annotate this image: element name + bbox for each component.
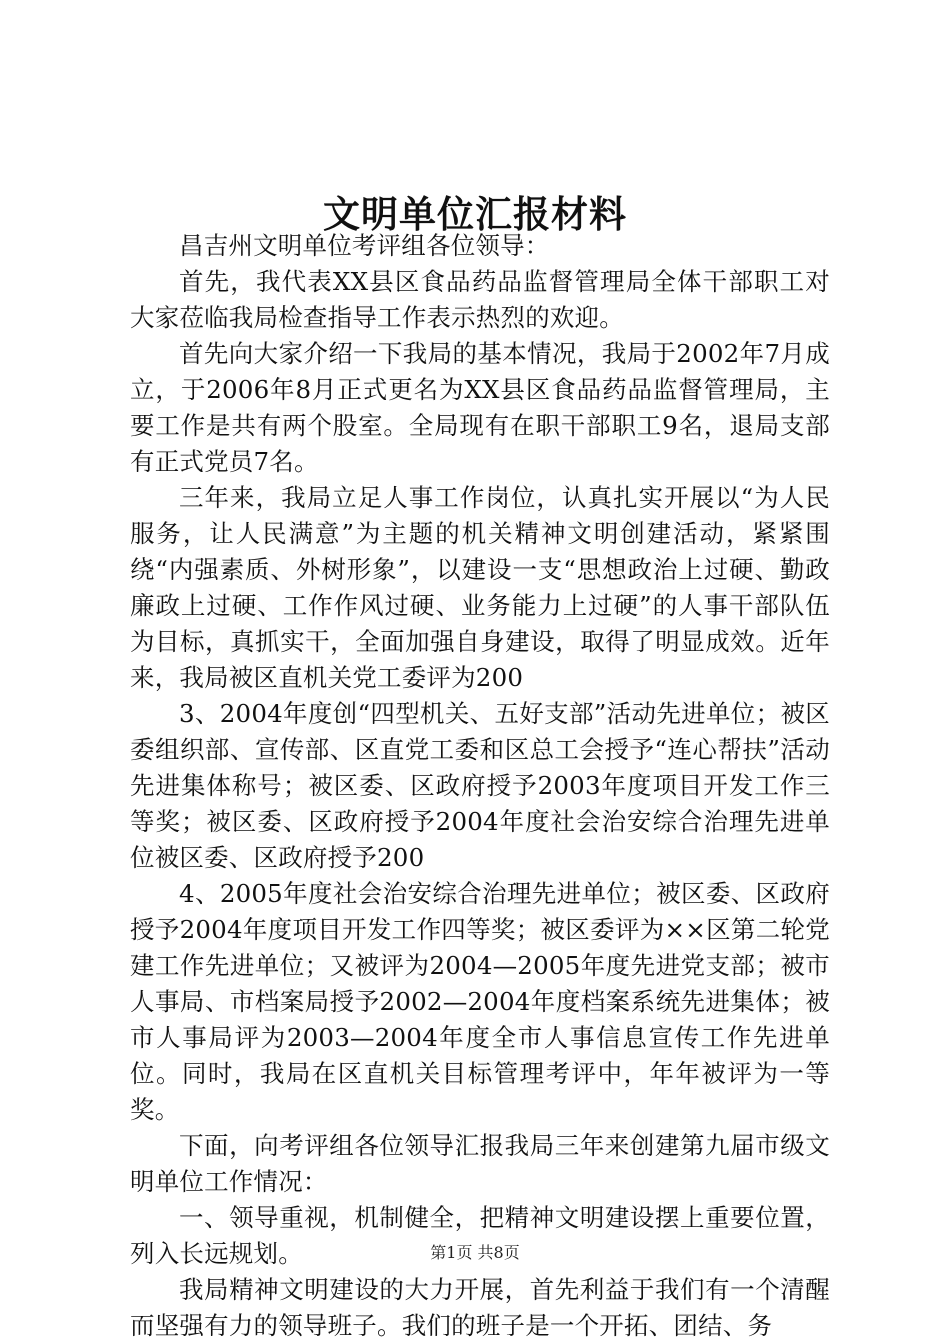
paragraph-report-intro: 下面，向考评组各位领导汇报我局三年来创建第九届市级文明单位工作情况：: [130, 1131, 830, 1196]
document-body: [130, 228, 830, 1344]
page-footer: [0, 1240, 950, 1263]
paragraph-section-one-heading: 一、领导重视，机制健全，把精神文明建设摆上重要位置，列入长远规划。: [130, 1203, 830, 1268]
paragraph-honors-2005: 4、2005年度社会治安综合治理先进单位；被区委、区政府授予2004年度项目开发工作四等奖；被区委评为××区第二轮党建工作先进单位；又被评为2004—2005年度先进党支部；被市人事局、市档案局授予2002—2004年度档案系统先进集体；被市人事局评为2003—2004年度全市人事信息宣传工作先进单位。同时，我局在区直机关目标管理考评中，年年被评为一等奖。: [130, 879, 830, 1124]
paragraph-welcome: 首先，我代表XX县区食品药品监督管理局全体干部职工对大家莅临我局检查指导工作表示热烈的欢迎。: [130, 267, 830, 332]
paragraph-leadership: 我局精神文明建设的大力开展，首先利益于我们有一个清醒而坚强有力的领导班子。我们的班子是一个开拓、团结、务: [130, 1275, 830, 1340]
paragraph-three-years: 三年来，我局立足人事工作岗位，认真扎实开展以“为人民服务，让人民满意”为主题的机关精神文明创建活动，紧紧围绕“内强素质、外树形象”，以建设一支“思想政治上过硬、勤政廉政上过硬、工作作风过硬、业务能力上过硬”的人事干部队伍为目标，真抓实干，全面加强自身建设，取得了明显成效。近年来，我局被区直机关党工委评为200: [130, 483, 830, 692]
page-number-label: 第1页 共8页: [430, 1243, 520, 1262]
document-title: 文明单位汇报材料: [323, 192, 627, 236]
paragraph-honors-2004: 3、2004年度创“四型机关、五好支部”活动先进单位；被区委组织部、宣传部、区直党工委和区总工会授予“连心帮扶”活动先进集体称号；被区委、区政府授予2003年度项目开发工作三等奖；被区委、区政府授予2004年度社会治安综合治理先进单位被区委、区政府授予200: [130, 699, 830, 872]
paragraph-salutation: 昌吉州文明单位考评组各位领导：: [179, 231, 550, 260]
paragraph-basic-info: 首先向大家介绍一下我局的基本情况，我局于2002年7月成立，于2006年8月正式更名为XX县区食品药品监督管理局，主要工作是共有两个股室。全局现有在职干部职工9名，退局支部有正式党员7名。: [130, 339, 830, 476]
